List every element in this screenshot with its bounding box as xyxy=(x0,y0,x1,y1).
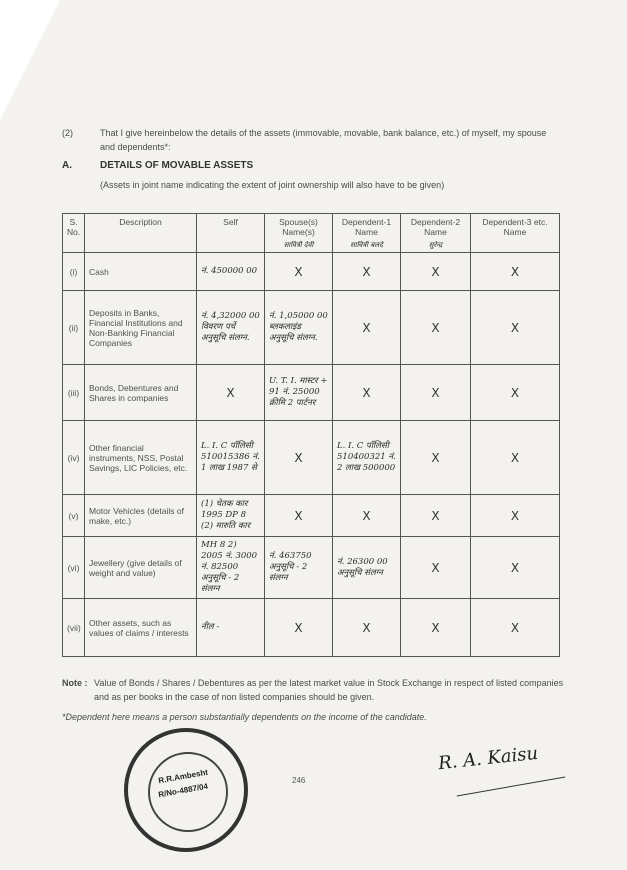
cross-mark: X xyxy=(294,620,303,635)
header-self: Self xyxy=(197,214,265,253)
cell-spouse xyxy=(265,537,333,599)
row-description: Cash xyxy=(85,253,197,291)
handwritten-entry: नं. 4,32000 00 विवरण पर्चे अनुसूचि संलग्न. xyxy=(201,311,260,343)
handwritten-entry: नं. 26300 00 अनुसूचि संलग्न xyxy=(337,556,388,578)
note-label: Note : xyxy=(62,678,88,688)
cell-dep3 xyxy=(471,291,560,365)
table-header-row xyxy=(63,214,560,253)
handwritten-entry: MH 8 2) 2005 नं. 3000 नं. 82500 अनुसूचि - 2 संलग्न xyxy=(201,540,258,594)
cell-spouse xyxy=(265,495,333,537)
cross-mark: X xyxy=(294,508,303,523)
row-sno: (vii) xyxy=(63,599,85,657)
row-sno: (ii) xyxy=(63,291,85,365)
table-row xyxy=(63,599,560,657)
header-dependent-3: Dependent-3 etc. Name xyxy=(471,214,560,253)
row-description: Motor Vehicles (details of make, etc.) xyxy=(85,495,197,537)
header-sno: S. No. xyxy=(63,214,85,253)
cross-mark: X xyxy=(510,450,520,465)
candidate-signature: R. A. Kaisu xyxy=(437,742,540,775)
table-row xyxy=(63,495,560,537)
cross-mark: X xyxy=(431,450,440,465)
handwritten-entry: नं. 450000 00 xyxy=(201,266,258,276)
handwritten-spouse-name: सावित्री देवी xyxy=(283,241,314,249)
cell-dep1 xyxy=(333,599,401,657)
cell-dep2 xyxy=(401,421,471,495)
cross-mark: X xyxy=(510,264,520,279)
section-subnote: (Assets in joint name indicating the extent of joint ownership will also have to be given) xyxy=(100,180,445,190)
cell-spouse xyxy=(265,599,333,657)
cell-dep3 xyxy=(471,421,560,495)
cell-spouse xyxy=(265,421,333,495)
cell-dep1 xyxy=(333,537,401,599)
cell-dep2 xyxy=(401,291,471,365)
header-dep2-label: Dependent-2 Name xyxy=(410,217,461,237)
cell-dep3 xyxy=(471,495,560,537)
cell-dep2 xyxy=(401,365,471,421)
cell-dep1 xyxy=(333,365,401,421)
item-number: (2) xyxy=(62,128,73,138)
cross-mark: X xyxy=(431,264,440,279)
cell-self xyxy=(197,421,265,495)
cross-mark: X xyxy=(362,385,371,400)
row-description: Other assets, such as values of claims / interests xyxy=(85,599,197,657)
cross-mark: X xyxy=(510,385,520,400)
handwritten-entry: U. T. I. मास्टर + 91 नं. 25000 क्रीमि 2 पार्टनर xyxy=(269,376,328,408)
header-dependent-1 xyxy=(333,214,401,253)
header-description: Description xyxy=(85,214,197,253)
cross-mark: X xyxy=(431,385,440,400)
cell-dep1 xyxy=(333,421,401,495)
header-dep1-label: Dependent-1 Name xyxy=(341,217,392,237)
cell-dep3 xyxy=(471,253,560,291)
cross-mark: X xyxy=(510,620,520,635)
note-text: Value of Bonds / Shares / Debentures as per the latest market value in Stock Exchange in respect of listed companies and as per books in the case of non listed companies should be given. xyxy=(94,678,564,702)
cell-spouse xyxy=(265,291,333,365)
section-letter: A. xyxy=(62,160,72,171)
table-row xyxy=(63,253,560,291)
cross-mark: X xyxy=(362,620,371,635)
signature-underline xyxy=(457,776,566,796)
header-dependent-2 xyxy=(401,214,471,253)
stamp-text-line2: R/No-4887/04 xyxy=(157,781,209,800)
row-description: Deposits in Banks, Financial Institutions and Non-Banking Financial Companies xyxy=(85,291,197,365)
cell-dep1 xyxy=(333,253,401,291)
cross-mark: X xyxy=(510,320,520,335)
notary-stamp xyxy=(124,728,248,852)
cell-dep2 xyxy=(401,253,471,291)
cross-mark: X xyxy=(431,320,440,335)
handwritten-entry: (1) चेतक कार 1995 DP 8 (2) मारुति कार xyxy=(201,499,251,531)
row-description: Jewellery (give details of weight and value) xyxy=(85,537,197,599)
row-sno: (i) xyxy=(63,253,85,291)
cell-dep1 xyxy=(333,291,401,365)
header-spouse-label: Spouse(s) Name(s) xyxy=(279,217,318,237)
cross-mark: X xyxy=(362,264,371,279)
handwritten-entry: नं. 1,05000 00 ब्लकलाइंड अनुसूचि संलग्न. xyxy=(269,311,328,343)
cell-self xyxy=(197,291,265,365)
table-row xyxy=(63,421,560,495)
cross-mark: X xyxy=(510,508,520,523)
cross-mark: X xyxy=(294,450,303,465)
table-row xyxy=(63,291,560,365)
cross-mark: X xyxy=(431,508,440,523)
folded-page-corner xyxy=(0,0,60,120)
handwritten-entry: नं. 463750 अनुसूचि - 2 संलग्न xyxy=(269,551,312,583)
row-description: Other financial instruments, NSS, Postal Savings, LIC Policies, etc. xyxy=(85,421,197,495)
cell-self xyxy=(197,537,265,599)
cross-mark: X xyxy=(294,264,303,279)
cell-dep2 xyxy=(401,599,471,657)
cell-self xyxy=(197,253,265,291)
cell-spouse xyxy=(265,253,333,291)
handwritten-dep1-name: सावित्री बलदे xyxy=(350,241,383,249)
cell-dep3 xyxy=(471,599,560,657)
cell-dep3 xyxy=(471,365,560,421)
row-sno: (iv) xyxy=(63,421,85,495)
cell-dep1 xyxy=(333,495,401,537)
cross-mark: X xyxy=(431,620,440,635)
handwritten-entry: L. I. C पॉलिसी 510400321 नं. 2 लाख 500000 xyxy=(337,441,396,473)
cell-dep2 xyxy=(401,537,471,599)
item-text: That I give hereinbelow the details of the assets (immovable, movable, bank balance, etc.) of myself, my spouse and dependents*: xyxy=(100,128,547,152)
cross-mark: X xyxy=(362,320,371,335)
cell-self xyxy=(197,599,265,657)
movable-assets-table xyxy=(62,213,560,657)
section-title: DETAILS OF MOVABLE ASSETS xyxy=(100,160,254,171)
table-row xyxy=(63,537,560,599)
handwritten-entry: L. I. C पॉलिसी 510015386 नं. 1 लाख 1987 से xyxy=(201,441,260,473)
header-spouse xyxy=(265,214,333,253)
row-description: Bonds, Debentures and Shares in companies xyxy=(85,365,197,421)
cross-mark: X xyxy=(362,508,371,523)
cell-dep2 xyxy=(401,495,471,537)
row-sno: (iii) xyxy=(63,365,85,421)
cell-self xyxy=(197,495,265,537)
handwritten-entry: नील - xyxy=(201,622,220,632)
cell-dep3 xyxy=(471,537,560,599)
row-sno: (v) xyxy=(63,495,85,537)
cross-mark: X xyxy=(226,385,235,400)
row-sno: (vi) xyxy=(63,537,85,599)
handwritten-dep2-name: सुरेन्द्र xyxy=(428,241,443,249)
cross-mark: X xyxy=(510,560,520,575)
cell-spouse xyxy=(265,365,333,421)
page-number: 246 xyxy=(292,776,306,785)
stamp-text-line1: R.R.Ambesht xyxy=(157,767,209,786)
dependent-definition-note: *Dependent here means a person substantially dependents on the income of the candidate. xyxy=(62,712,427,722)
cross-mark: X xyxy=(431,560,440,575)
cell-self xyxy=(197,365,265,421)
table-row xyxy=(63,365,560,421)
